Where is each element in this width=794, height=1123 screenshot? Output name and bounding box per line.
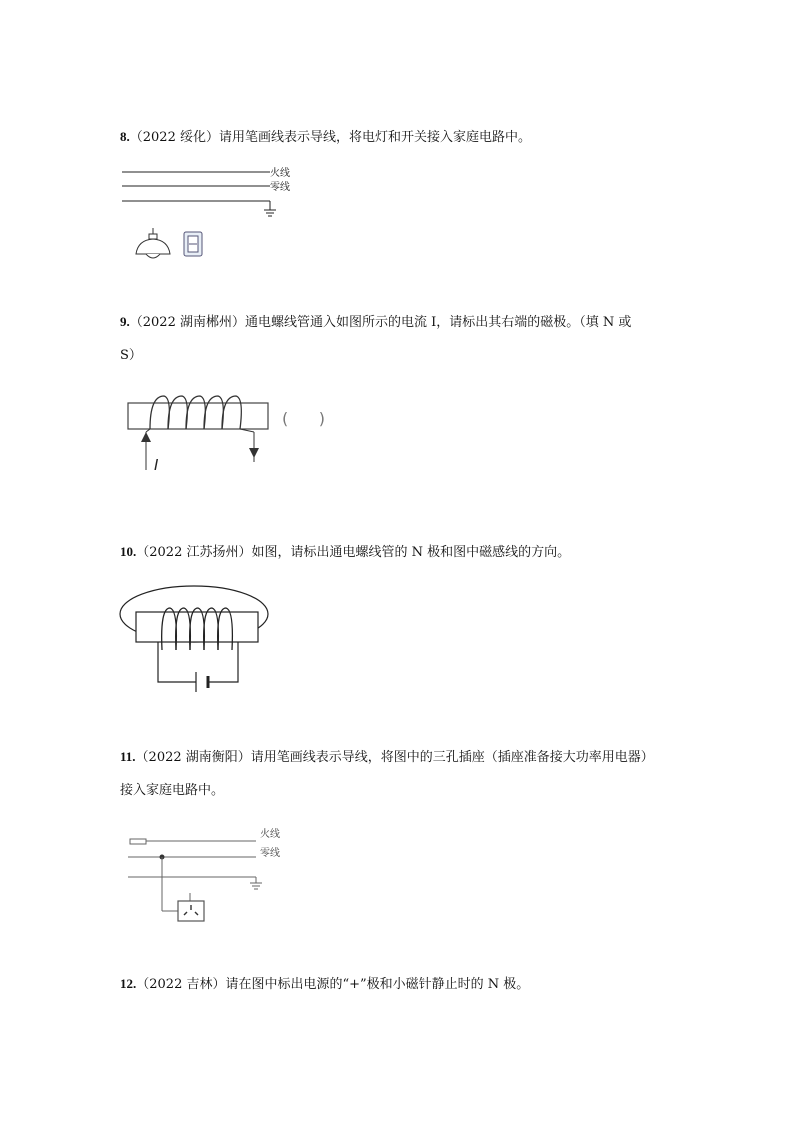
question-source: （2022 江苏扬州） bbox=[136, 545, 252, 560]
answer-blank: ( ) bbox=[282, 409, 325, 428]
switch-icon bbox=[184, 232, 202, 256]
solenoid-core bbox=[128, 403, 268, 429]
question-11 bbox=[120, 748, 654, 767]
circuit-wire bbox=[158, 642, 238, 682]
question-number: 10. bbox=[120, 544, 137, 559]
question-text: 如图，请标出通电螺线管的 N 极和图中磁感线的方向。 bbox=[251, 545, 571, 560]
question-8 bbox=[120, 128, 531, 147]
question-10 bbox=[120, 543, 570, 562]
question-source: （2022 吉林） bbox=[136, 977, 226, 992]
battery-icon bbox=[196, 672, 208, 692]
question-text: 请用笔画线表示导线，将电灯和开关接入家庭电路中。 bbox=[218, 130, 531, 145]
fuse-icon bbox=[130, 839, 146, 844]
arrow-up-icon bbox=[141, 432, 151, 442]
question-source: （2022 湖南衡阳） bbox=[135, 750, 251, 765]
arrow-down-icon bbox=[249, 448, 259, 458]
question-source: （2022 湖南郴州） bbox=[129, 315, 245, 330]
question-11-continued bbox=[120, 782, 224, 800]
neutral-wire-label: 零线 bbox=[260, 848, 280, 859]
question-number: 11. bbox=[120, 749, 136, 764]
question-number: 9. bbox=[120, 314, 130, 329]
question-text: 请用笔画线表示导线，将图中的三孔插座（插座准备接大功率用电器） bbox=[250, 750, 654, 765]
figure-q8-home-circuit bbox=[118, 160, 318, 270]
question-source: （2022 绥化） bbox=[129, 130, 219, 145]
figure-q10-solenoid-circuit bbox=[118, 578, 308, 698]
lamp-icon bbox=[136, 228, 170, 258]
question-text: 通电螺线管通入如图所示的电流 I，请标出其右端的磁极。（填 N 或 bbox=[244, 315, 632, 330]
live-wire-label: 火线 bbox=[270, 168, 290, 179]
current-label: I bbox=[154, 456, 159, 474]
figure-q11-socket-circuit bbox=[120, 825, 300, 925]
question-text-continued: 接入家庭电路中。 bbox=[120, 783, 225, 798]
figure-q9-solenoid bbox=[120, 390, 340, 480]
question-9 bbox=[120, 313, 631, 332]
question-text: 请在图中标出电源的“+”极和小磁针静止时的 N 极。 bbox=[225, 977, 530, 992]
question-12 bbox=[120, 975, 529, 994]
question-text-continued: S） bbox=[120, 348, 142, 363]
solenoid-core bbox=[136, 612, 258, 642]
question-number: 12. bbox=[120, 976, 137, 991]
live-wire-label: 火线 bbox=[260, 829, 280, 840]
question-number: 8. bbox=[120, 129, 130, 144]
ground-icon bbox=[250, 877, 262, 889]
three-pin-socket-icon bbox=[178, 893, 204, 921]
question-9-continued bbox=[120, 347, 142, 365]
neutral-wire-label: 零线 bbox=[270, 182, 290, 193]
ground-icon bbox=[264, 201, 276, 216]
